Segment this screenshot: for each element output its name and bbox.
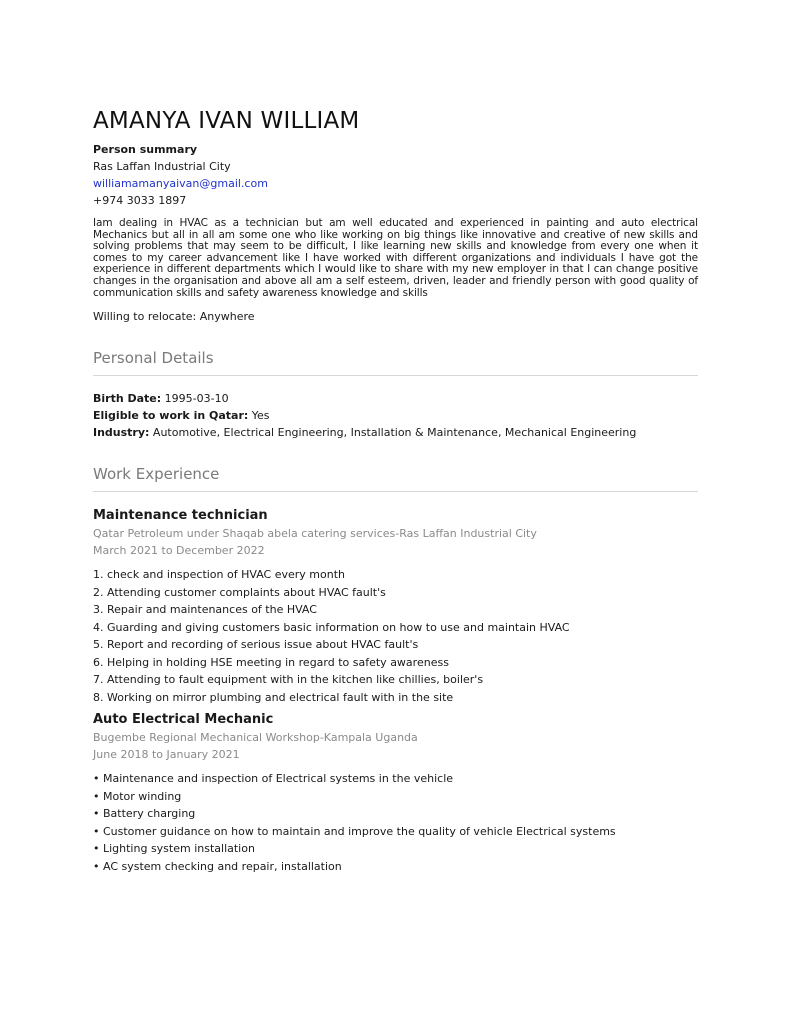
birth-date-row	[93, 390, 698, 407]
candidate-name: AMANYA IVAN WILLIAM	[93, 108, 360, 134]
personal-details-heading: Personal Details	[93, 349, 214, 368]
eligibility-label: Eligible to work in Qatar:	[93, 409, 249, 423]
list-item: • Motor winding	[93, 789, 182, 803]
person-summary-heading: Person summary	[93, 143, 198, 156]
job-entry	[93, 710, 698, 875]
phone: +974 3033 1897	[93, 194, 187, 207]
job-duties-list	[93, 770, 698, 875]
job-dates: June 2018 to January 2021	[93, 748, 240, 762]
list-item: 1. check and inspection of HVAC every month	[93, 568, 345, 582]
birth-date-value: 1995-03-10	[161, 392, 229, 406]
job-company: Bugembe Regional Mechanical Workshop-Kampala Uganda	[93, 731, 418, 745]
job-dates: March 2021 to December 2022	[93, 544, 265, 558]
industry-value: Automotive, Electrical Engineering, Installation & Maintenance, Mechanical Engineering	[149, 426, 637, 440]
list-item: 3. Repair and maintenances of the HVAC	[93, 603, 317, 617]
list-item: • Battery charging	[93, 807, 196, 821]
list-item: 6. Helping in holding HSE meeting in regard to safety awareness	[93, 655, 449, 669]
list-item: 8. Working on mirror plumbing and electrical fault with in the site	[93, 690, 454, 704]
job-company: Qatar Petroleum under Shaqab abela catering services-Ras Laffan Industrial City	[93, 527, 537, 541]
list-item: 5. Report and recording of serious issue about HVAC fault's	[93, 638, 419, 652]
email-link[interactable]: williamamanyaivan@gmail.com	[93, 177, 268, 190]
industry-label: Industry:	[93, 426, 150, 440]
list-item: 7. Attending to fault equipment with in the kitchen like chillies, boiler's	[93, 673, 484, 687]
industry-row	[93, 424, 698, 441]
relocate-line: Willing to relocate: Anywhere	[93, 310, 255, 324]
list-item: • Lighting system installation	[93, 842, 255, 856]
list-item: • Customer guidance on how to maintain and improve the quality of vehicle Electrical systems	[93, 824, 616, 838]
birth-date-label: Birth Date:	[93, 392, 162, 406]
work-experience-heading: Work Experience	[93, 465, 220, 484]
job-entry	[93, 506, 698, 706]
list-item: 4. Guarding and giving customers basic information on how to use and maintain HVAC	[93, 620, 570, 634]
list-item: • Maintenance and inspection of Electrical systems in the vehicle	[93, 772, 454, 786]
summary-paragraph: Iam dealing in HVAC as a technician but am well educated and experienced in painting and auto electrical Mechanics but all in all am some one who like working on big things like innovative and creative of new skills and solving problems that may seem to be difficult, I like learning new skills and knowledge from every one when it comes to my career advancement like I have worked with different organizations and individuals I have got the experience in different departments which I would like to share with my new employer in that I can change positive changes in the organisation and above all am a self esteem, driven, leader and friendly person with good quality of communication skills and safety awareness knowledge and skills	[93, 217, 698, 299]
list-item: • AC system checking and repair, installation	[93, 859, 342, 873]
section-divider	[93, 491, 698, 492]
eligibility-value: Yes	[248, 409, 270, 423]
job-title: Maintenance technician	[93, 508, 268, 524]
list-item: 2. Attending customer complaints about HVAC fault's	[93, 585, 386, 599]
eligibility-row	[93, 407, 698, 424]
job-title: Auto Electrical Mechanic	[93, 712, 274, 728]
section-divider	[93, 375, 698, 376]
location: Ras Laffan Industrial City	[93, 160, 231, 173]
job-duties-list	[93, 566, 698, 706]
resume-content	[93, 106, 698, 877]
